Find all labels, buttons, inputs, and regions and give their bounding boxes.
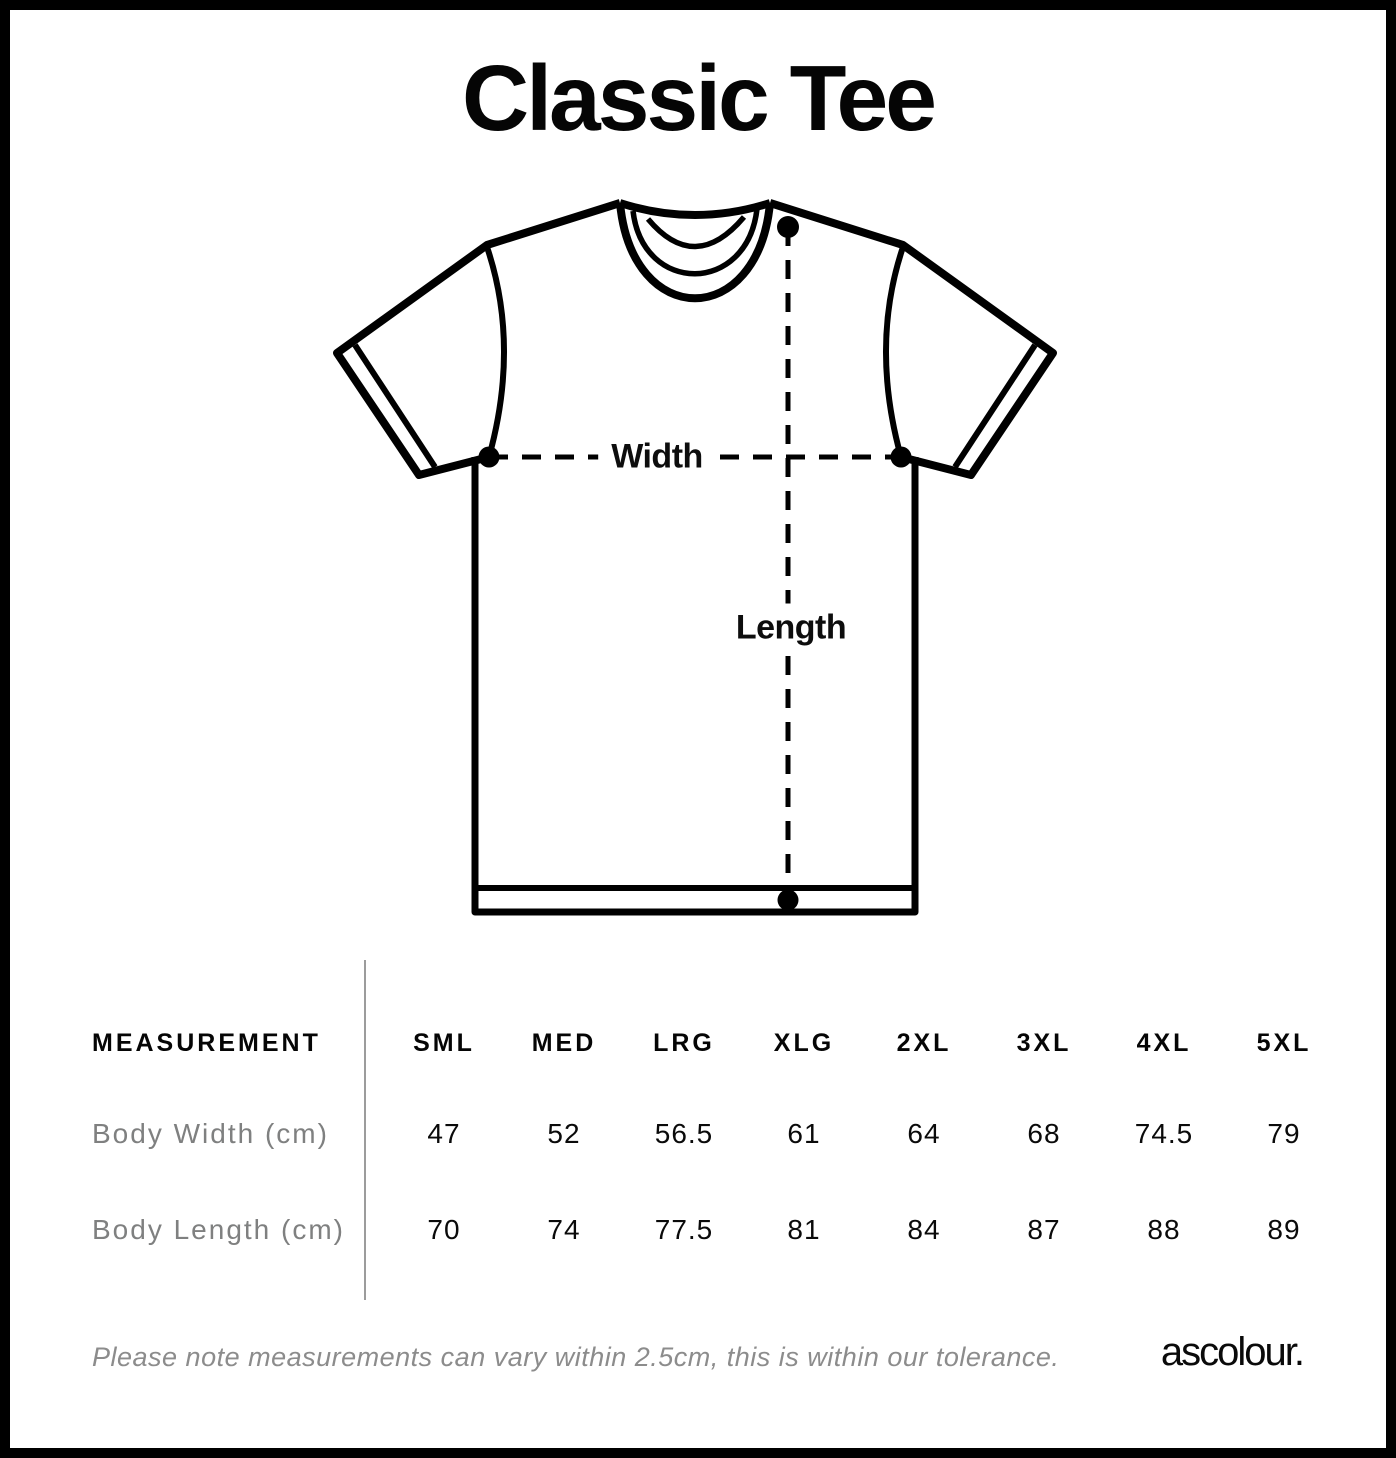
body-width-med: 52 [547, 1118, 581, 1149]
body-width-2xl: 64 [907, 1118, 941, 1149]
measure-point-left-armpit [479, 447, 500, 468]
tshirt-left-sleeve [337, 203, 620, 475]
tshirt-body-outline [475, 457, 915, 912]
table-header-sml: SML [413, 1028, 475, 1057]
body-length-3xl: 87 [1027, 1214, 1061, 1245]
tshirt-left-cuff-line [355, 345, 435, 467]
table-header-5xl: 5XL [1256, 1028, 1312, 1057]
row-label-body-length: Body Length (cm) [92, 1214, 345, 1245]
table-header-lrg: LRG [653, 1028, 715, 1057]
body-width-4xl: 74.5 [1134, 1118, 1194, 1149]
brand-logo: ascolour. [1160, 1330, 1303, 1374]
tshirt-collar-top [620, 203, 770, 215]
measure-point-hem [778, 890, 799, 911]
body-length-lrg: 77.5 [654, 1214, 714, 1245]
tshirt-collar-back-rib [648, 217, 744, 247]
tshirt-right-armhole-seam [886, 247, 903, 457]
body-width-3xl: 68 [1027, 1118, 1061, 1149]
tshirt-left-armhole-seam [487, 247, 504, 457]
body-width-xlg: 61 [787, 1118, 821, 1149]
tshirt-outline-svg [310, 185, 1090, 930]
row-label-body-width: Body Width (cm) [92, 1118, 329, 1149]
tshirt-right-sleeve [770, 203, 1053, 475]
measure-point-shoulder [777, 216, 799, 238]
length-label: Length [728, 604, 854, 653]
tshirt-right-cuff-line [955, 345, 1035, 467]
body-length-sml: 70 [427, 1214, 461, 1245]
body-length-2xl: 84 [907, 1214, 941, 1245]
table-header-med: MED [531, 1028, 597, 1057]
table-header-xlg: XLG [773, 1028, 835, 1057]
body-width-lrg: 56.5 [654, 1118, 714, 1149]
body-width-5xl: 79 [1267, 1118, 1301, 1149]
tolerance-note: Please note measurements can vary within 2.5cm, this is within our tolerance. [92, 1342, 1060, 1372]
body-width-sml: 47 [427, 1118, 461, 1149]
body-length-5xl: 89 [1267, 1214, 1301, 1245]
body-length-4xl: 88 [1147, 1214, 1181, 1245]
page-title: Classic Tee [462, 46, 934, 150]
measure-point-right-armpit [891, 447, 912, 468]
width-label: Width [598, 438, 716, 477]
table-header-3xl: 3XL [1016, 1028, 1072, 1057]
table-header-measurement: MEASUREMENT [92, 1028, 321, 1057]
tshirt-diagram [310, 185, 1090, 930]
body-length-xlg: 81 [787, 1214, 821, 1245]
size-table [92, 1000, 1344, 1278]
table-header-4xl: 4XL [1136, 1028, 1192, 1057]
table-header-2xl: 2XL [896, 1028, 952, 1057]
body-length-med: 74 [547, 1214, 581, 1245]
